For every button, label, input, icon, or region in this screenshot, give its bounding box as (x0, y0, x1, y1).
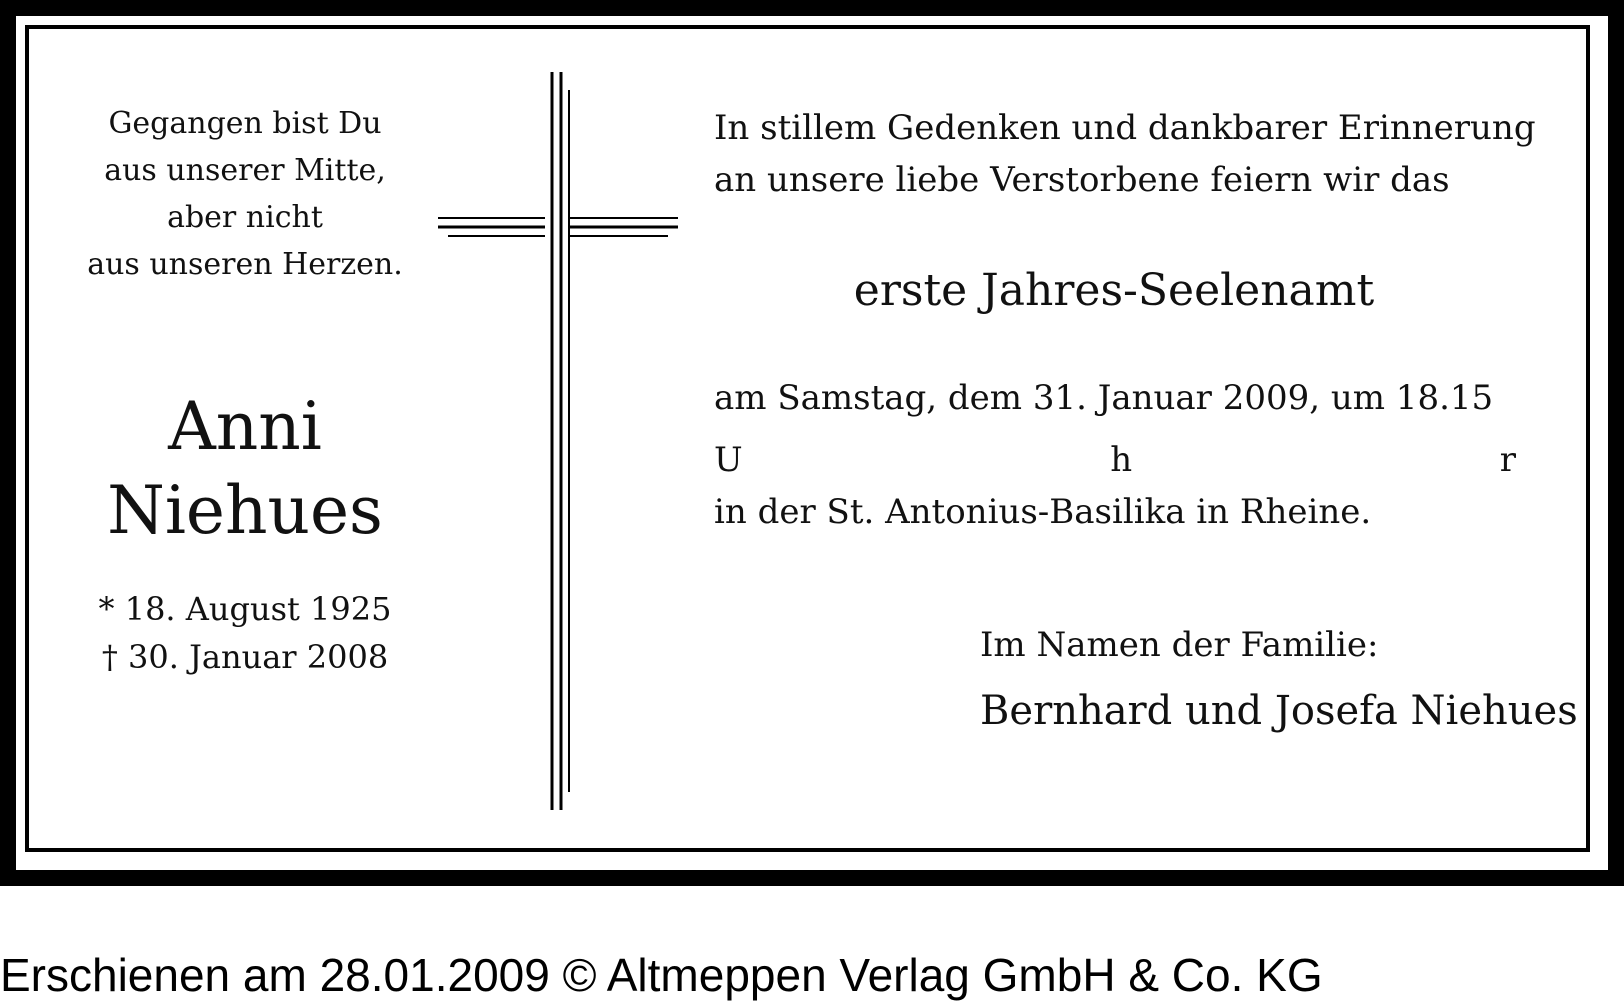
family-names: Bernhard und Josefa Niehues (980, 688, 1578, 734)
motto-line: aber nicht (167, 200, 323, 235)
uhr-letter: h (1110, 440, 1133, 480)
publication-caption: Erschienen am 28.01.2009 © Altmeppen Verlag GmbH & Co. KG (0, 949, 1323, 1001)
intro-line-2: an unsere liebe Verstorbene feiern wir das (714, 160, 1450, 200)
deceased-name (70, 385, 420, 553)
death-date: † 30. Januar 2008 (101, 638, 389, 676)
service-location: in der St. Antonius-Basilika in Rheine. (714, 492, 1372, 532)
uhr-letter: r (1499, 440, 1516, 480)
life-dates (70, 585, 420, 681)
motto-line: Gegangen bist Du (108, 106, 382, 141)
last-name: Niehues (107, 472, 383, 549)
service-date: am Samstag, dem 31. Januar 2009, um 18.15 (714, 378, 1494, 418)
intro-line-1: In stillem Gedenken und dankbarer Erinnerung (714, 108, 1536, 148)
motto-line: aus unserer Mitte, (104, 153, 386, 188)
first-name: Anni (168, 388, 322, 465)
service-title: erste Jahres-Seelenamt (853, 265, 1375, 316)
birth-date: * 18. August 1925 (98, 590, 392, 628)
motto-line: aus unseren Herzen. (87, 247, 403, 282)
motto-verse (70, 100, 420, 288)
uhr-letter: U (714, 440, 743, 480)
family-label: Im Namen der Familie: (980, 625, 1379, 665)
service-time-unit (714, 440, 1516, 480)
